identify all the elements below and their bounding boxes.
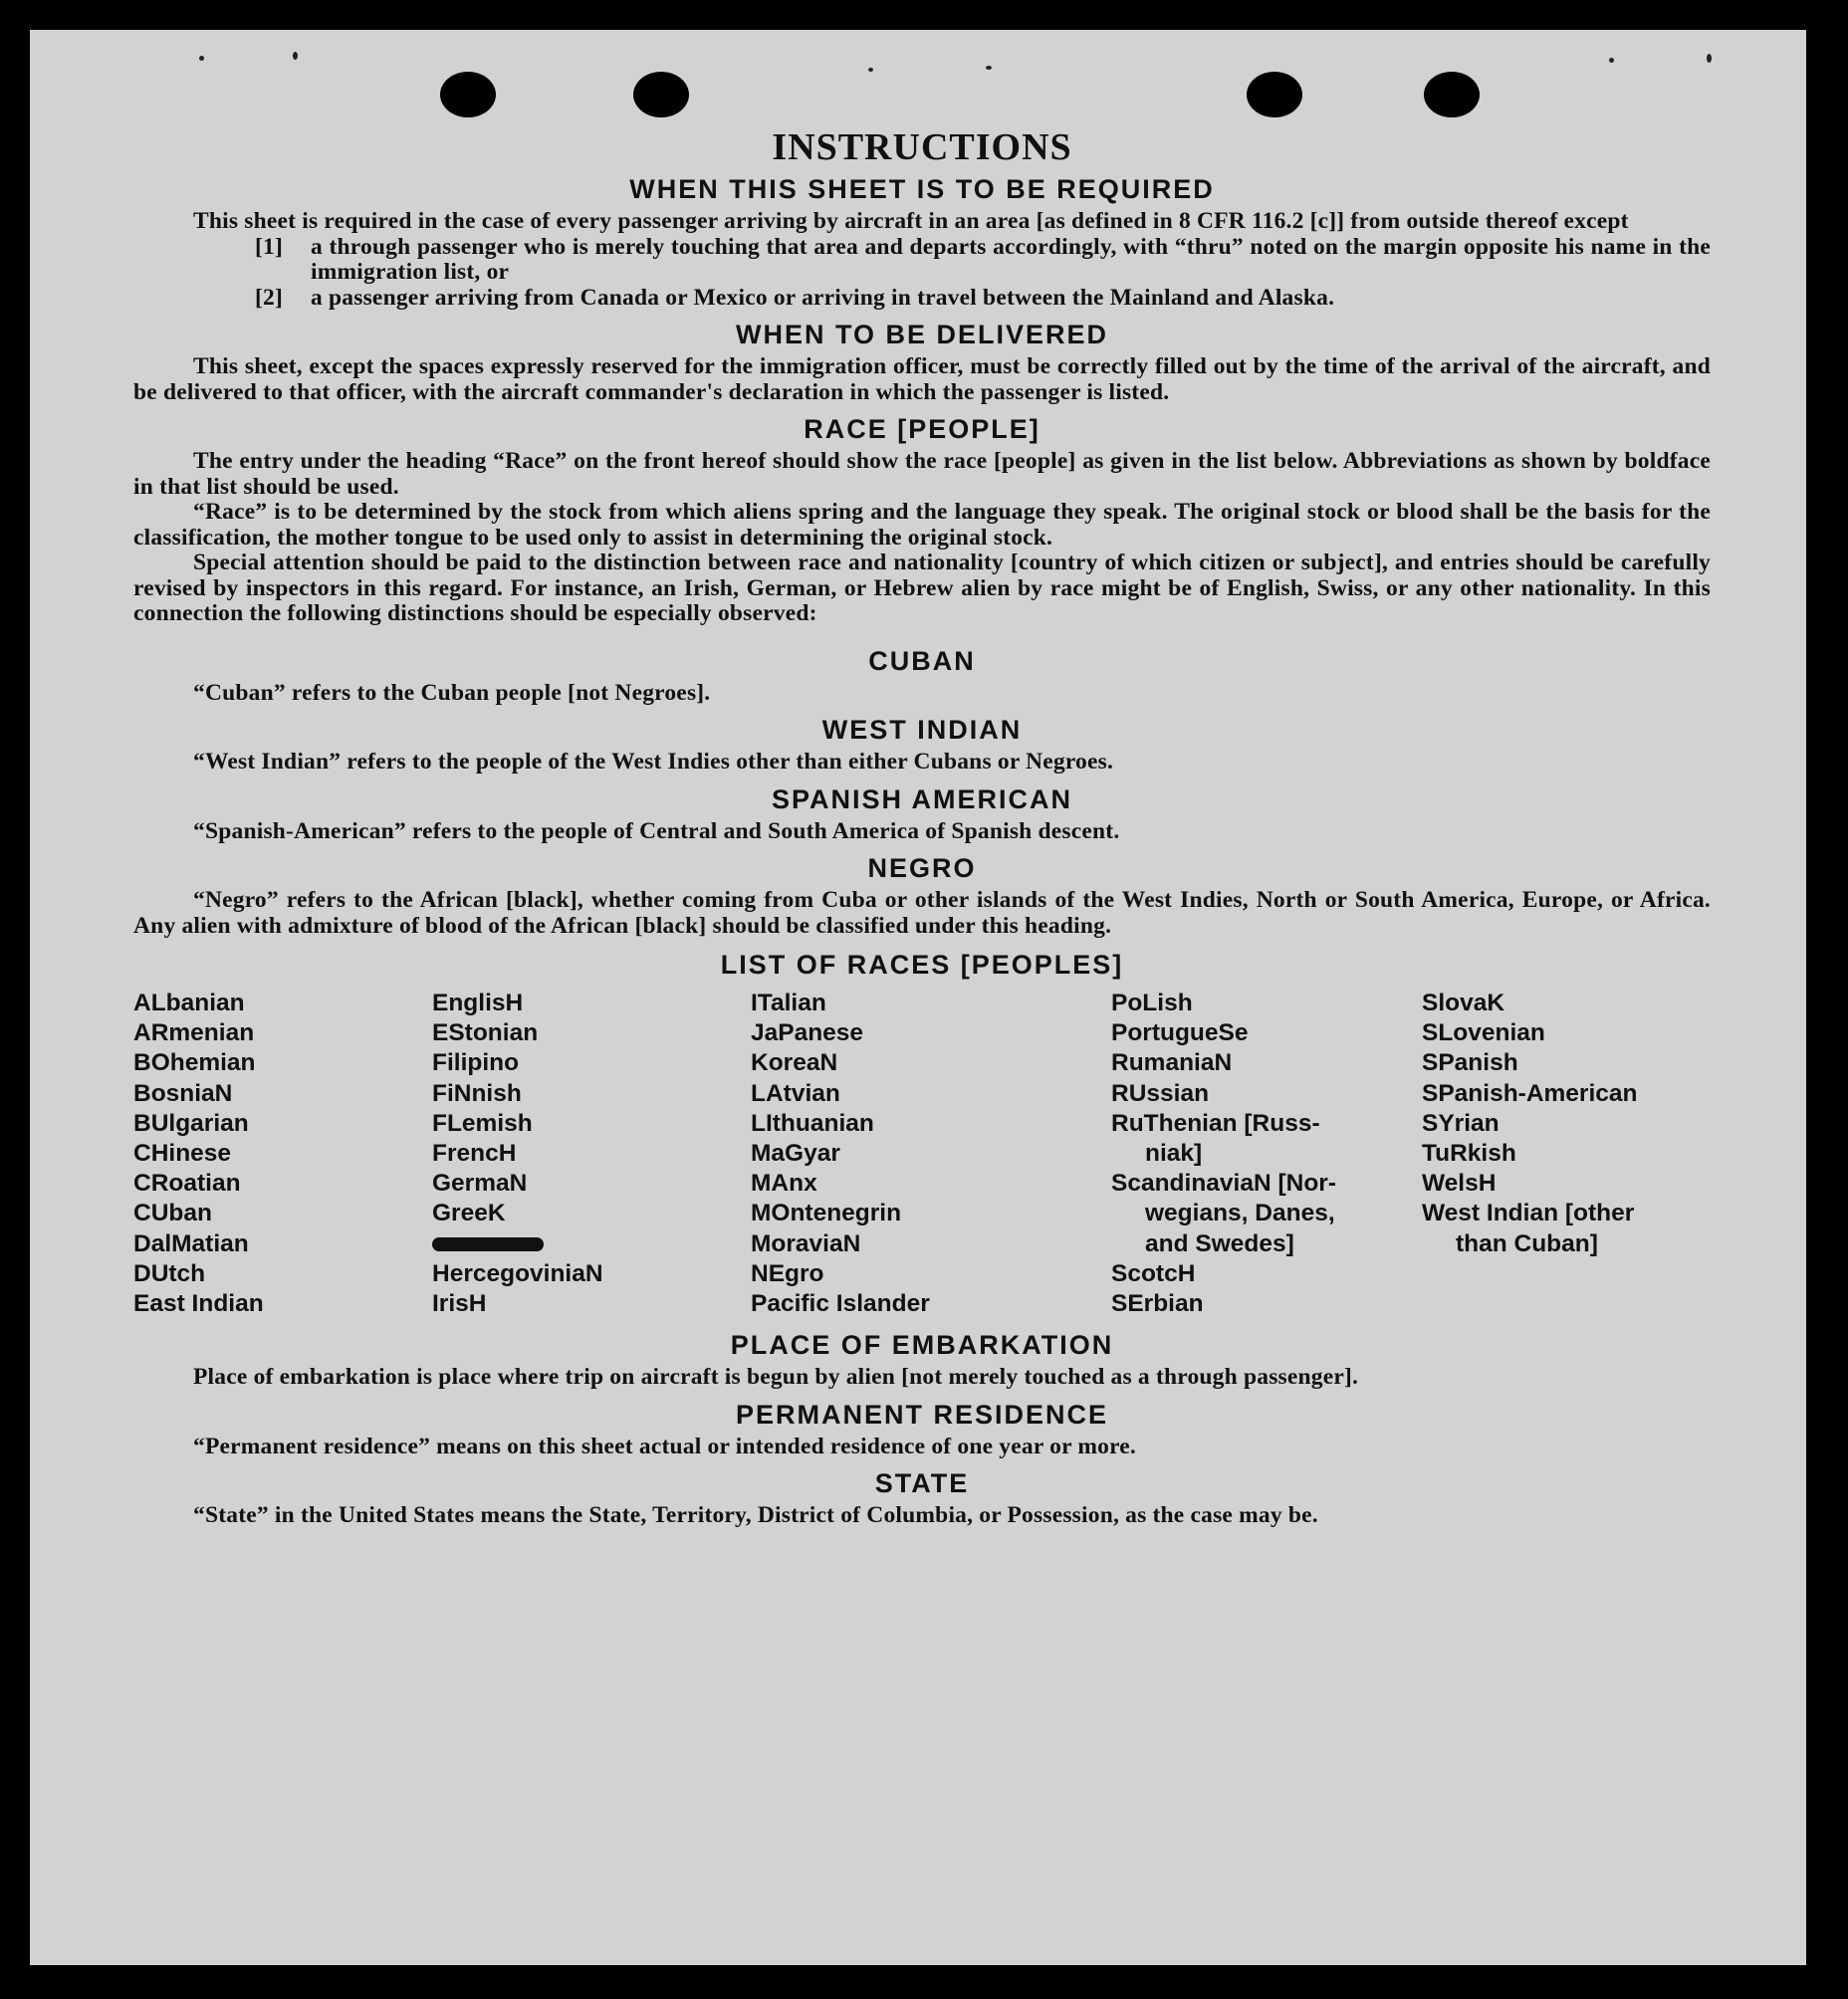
section-title-negro: NEGRO (867, 853, 977, 883)
speck (199, 56, 204, 61)
race-item: DUtch (133, 1259, 206, 1287)
redaction-mark (432, 1237, 544, 1251)
paragraph-spanish-american: “Spanish-American” refers to the people of Central and South America of Spanish descent. (193, 817, 1120, 844)
race-item: EnglisH (432, 990, 524, 1016)
race-item: NEgro (751, 1259, 824, 1287)
punch-hole (1247, 72, 1302, 117)
paragraph-permanent-residence: “Permanent residence” means on this sheet actual or intended residence of one year or more. (193, 1433, 1136, 1459)
paragraph-negro: “Negro” refers to the African [black], whether coming from Cuba or other islands of the West Indies, North or South America, Europe, or Africa. Any alien with admixture of blood of the African [black] should be classified under this heading. (133, 887, 1711, 939)
races-column-4 (1111, 989, 1422, 1319)
section-title-list-of-races: LIST OF RACES [PEOPLES] (720, 950, 1124, 980)
race-item: Pacific Islander (751, 1290, 930, 1318)
race-item: RumaniaN (1111, 1049, 1233, 1077)
speck (293, 52, 298, 60)
speck (1707, 54, 1712, 63)
instructions-content (133, 125, 1711, 1529)
section-title-when-delivered: WHEN TO BE DELIVERED (735, 320, 1109, 349)
speck (868, 68, 873, 72)
race-item: MoraviaN (751, 1229, 861, 1257)
race-item: LIthuanian (751, 1109, 874, 1137)
race-item-redacted (432, 1229, 751, 1259)
race-item: WelsH (1422, 1170, 1497, 1198)
document-sheet (30, 30, 1806, 1965)
paragraph-state: “State” in the United States means the State, Territory, District of Columbia, or Possession, as the case may be. (193, 1502, 1318, 1529)
punch-hole (1424, 72, 1480, 117)
race-item: PoLish (1111, 990, 1193, 1016)
race-item: JaPanese (751, 1019, 864, 1047)
race-item: LAtvian (751, 1079, 840, 1107)
race-item: ALbanian (133, 990, 245, 1016)
race-item: Filipino (432, 1049, 520, 1077)
item-number: [2] (255, 284, 284, 311)
race-item: TuRkish (1422, 1140, 1516, 1168)
paragraph-when-required: This sheet is required in the case of every passenger arriving by aircraft in an area [as defined in 8 CFR 116.2 [c]] from outside thereof except (193, 208, 1629, 234)
speck (986, 66, 992, 70)
item-number: [1] (255, 233, 284, 260)
race-item: ITalian (751, 990, 826, 1016)
punch-hole (633, 72, 689, 117)
paragraph-when-delivered: This sheet, except the spaces expressly reserved for the immigration officer, must be correctly filled out by the time of the arrival of the aircraft, and be delivered to that officer, with the aircraft commander's declaration in which the passenger is listed. (133, 353, 1711, 405)
races-column-5 (1422, 989, 1701, 1319)
section-title-when-required: WHEN THIS SHEET IS TO BE REQUIRED (629, 174, 1215, 204)
race-item-continued: wegians, Danes, (1145, 1200, 1335, 1227)
race-item: ScandinaviaN [Nor- (1111, 1170, 1336, 1198)
race-item: BUlgarian (133, 1109, 249, 1137)
race-item-continued: niak] (1145, 1140, 1203, 1168)
race-item: BosniaN (133, 1079, 233, 1107)
paragraph-race-3: Special attention should be paid to the distinction between race and nationality [country of which citizen or subject], and entries should be carefully revised by inspectors in this regard. For instance, an Irish, German, or Hebrew alien by race might be of English, Swiss, or any other nationality. In this connection the following distinctions should be especially observed: (133, 550, 1711, 626)
item-text: a passenger arriving from Canada or Mexico or arriving in travel between the Mainland and Alaska. (311, 284, 1335, 311)
race-item: DalMatian (133, 1229, 249, 1257)
section-title-spanish-american: SPANISH AMERICAN (771, 783, 1072, 814)
item-text: a through passenger who is merely touching that area and departs accordingly, with “thru” noted on the margin opposite his name in the immigration list, or (311, 233, 1711, 285)
race-item: MaGyar (751, 1140, 840, 1168)
race-item: FLemish (432, 1109, 533, 1137)
race-item: PortugueSe (1111, 1019, 1249, 1047)
race-item: MAnx (751, 1170, 817, 1198)
section-title-embarkation: PLACE OF EMBARKATION (730, 1330, 1114, 1361)
race-item-continued: than Cuban] (1456, 1229, 1598, 1257)
race-item: West Indian [other (1422, 1200, 1635, 1227)
race-item: BOhemian (133, 1049, 256, 1077)
paragraph-embarkation: Place of embarkation is place where trip on aircraft is begun by alien [not merely touched as a through passenger]. (193, 1364, 1359, 1391)
race-item: FiNnish (432, 1079, 522, 1107)
races-column-2 (432, 989, 751, 1319)
paragraph-race-2: “Race” is to be determined by the stock from which aliens spring and the language they speak. The original stock or blood shall be the basis for the classification, the mother tongue to be used only to assist in determining the original stock. (133, 499, 1711, 551)
race-item: HercegoviniaN (432, 1259, 603, 1287)
race-item: SErbian (1111, 1290, 1204, 1318)
race-item: CHinese (133, 1140, 232, 1168)
races-column-1 (133, 989, 432, 1319)
race-item: FrencH (432, 1140, 517, 1168)
section-title-cuban: CUBAN (868, 645, 976, 676)
race-item: SlovaK (1422, 990, 1505, 1016)
race-item: GermaN (432, 1170, 528, 1198)
race-item: EStonian (432, 1019, 539, 1047)
race-item: SPanish (1422, 1049, 1518, 1077)
race-item: MOntenegrin (751, 1200, 902, 1227)
race-item-continued: and Swedes] (1145, 1229, 1294, 1257)
race-item: CRoatian (133, 1170, 241, 1198)
races-list (133, 989, 1711, 1319)
list-item (133, 286, 1711, 312)
speck (1609, 58, 1614, 63)
race-item: IrisH (432, 1290, 487, 1318)
races-column-3 (751, 989, 1111, 1319)
race-item: CUban (133, 1200, 212, 1227)
section-title-race: RACE [PEOPLE] (804, 414, 1040, 444)
race-item: ARmenian (133, 1019, 255, 1047)
paragraph-race-1: The entry under the heading “Race” on the front hereof should show the race [people] as given in the list below. Abbreviations as shown by boldface in that list should be used. (133, 448, 1711, 500)
race-item: GreeK (432, 1200, 506, 1227)
section-title-state: STATE (874, 1468, 970, 1499)
race-item: East Indian (133, 1290, 264, 1318)
page-title: INSTRUCTIONS (772, 126, 1072, 168)
race-item: SPanish-American (1422, 1079, 1638, 1107)
section-title-west-indian: WEST INDIAN (821, 715, 1023, 745)
race-item: SLovenian (1422, 1019, 1545, 1047)
race-item: RuThenian [Russ- (1111, 1109, 1320, 1137)
race-item: KoreaN (751, 1049, 838, 1077)
list-item (133, 235, 1711, 286)
race-item: RUssian (1111, 1079, 1210, 1107)
paragraph-cuban: “Cuban” refers to the Cuban people [not Negroes]. (193, 679, 711, 706)
race-item: SYrian (1422, 1109, 1500, 1137)
paragraph-west-indian: “West Indian” refers to the people of the West Indies other than either Cubans or Negroes. (193, 749, 1114, 775)
race-item: ScotcH (1111, 1259, 1196, 1287)
section-title-permanent-residence: PERMANENT RESIDENCE (735, 1399, 1109, 1430)
punch-hole (440, 72, 496, 117)
